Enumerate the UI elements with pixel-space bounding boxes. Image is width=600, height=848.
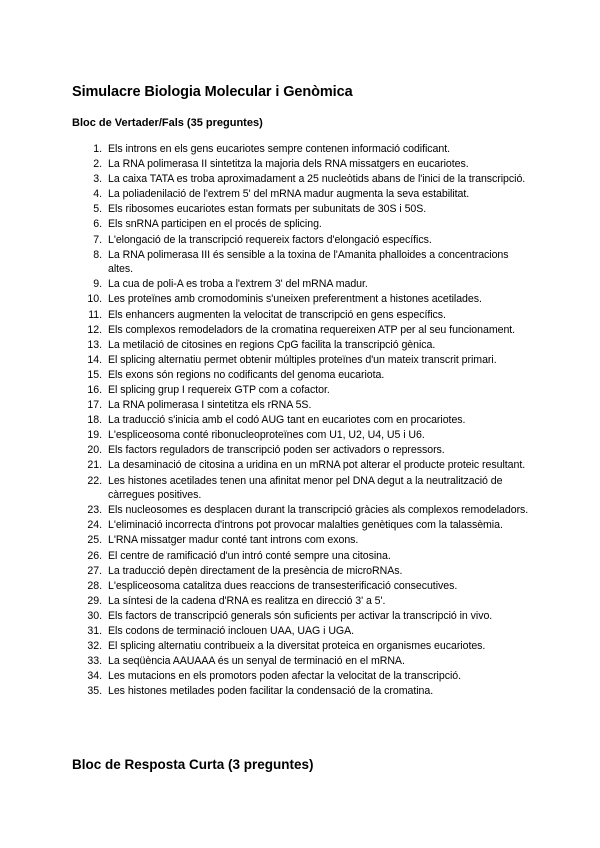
question-number: 21. (87, 459, 102, 472)
question-number: 8. (93, 248, 102, 261)
list-item (72, 564, 532, 579)
list-item (72, 579, 532, 594)
list-item (72, 639, 532, 654)
question-text: La síntesi de la cadena d'RNA es realitza en direcció 3' a 5'. (108, 594, 386, 607)
question-text: La RNA polimerasa III és sensible a la toxina de l'Amanita phalloides a concentracions altes. (108, 248, 509, 276)
list-item (72, 654, 532, 669)
page-title: Simulacre Biologia Molecular i Genòmica (72, 84, 353, 100)
question-text: Els ribosomes eucariotes estan formats per subunitats de 30S i 50S. (108, 203, 427, 216)
list-item (72, 308, 532, 323)
question-text: L'elongació de la transcripció requereix factors d'elongació específics. (108, 233, 432, 246)
question-number: 16. (87, 384, 102, 396)
question-number: 17. (87, 399, 102, 412)
question-text: La seqüència AAUAAA és un senyal de terminació en el mRNA. (108, 655, 405, 668)
question-text: La caixa TATA es troba aproximadament a 25 nucleòtids abans de l'inici de la transcripció. (108, 173, 526, 186)
question-text: La desaminació de citosina a uridina en un mRNA pot alterar el producte proteic resultant. (108, 459, 526, 472)
list-item (72, 669, 532, 684)
question-text: Els factors de transcripció generals són suficients per activar la transcripció in vivo. (108, 609, 493, 622)
question-text: Les mutacions en els promotors poden afectar la velocitat de la transcripció. (108, 670, 461, 683)
question-number: 33. (87, 655, 102, 668)
question-text: La RNA polimerasa I sintetitza els rRNA 5S. (108, 399, 312, 412)
question-number: 35. (87, 685, 102, 698)
question-number: 25. (87, 534, 102, 547)
question-number: 12. (87, 323, 102, 336)
list-item (72, 157, 532, 172)
question-number: 24. (87, 519, 102, 532)
question-text: El centre de ramificació d'un intró conté sempre una citosina. (108, 549, 391, 562)
question-number: 3. (93, 173, 102, 186)
question-number: 13. (87, 338, 102, 351)
question-text: La metilació de citosines en regions CpG facilita la transcripció gènica. (108, 338, 436, 351)
question-text: El splicing grup I requereix GTP com a cofactor. (108, 384, 330, 396)
question-number: 6. (93, 218, 102, 231)
list-item (72, 292, 532, 307)
list-item (72, 248, 532, 277)
list-item (72, 624, 532, 639)
list-item (72, 338, 532, 353)
question-number: 34. (87, 670, 102, 683)
section-heading-short-answer: Bloc de Resposta Curta (3 preguntes) (72, 757, 314, 772)
section-heading-true-false: Bloc de Vertader/Fals (35 preguntes) (72, 117, 263, 129)
list-item (72, 413, 532, 428)
list-item (72, 594, 532, 609)
question-text: Els factors reguladors de transcripció poden ser activadors o repressors. (108, 444, 445, 457)
list-item (72, 443, 532, 458)
question-number: 1. (93, 143, 102, 155)
question-text: La traducció s'inicia amb el codó AUG tant en eucariotes com en procariotes. (108, 414, 466, 427)
list-item (72, 549, 532, 564)
question-text: Els codons de terminació inclouen UAA, UAG i UGA. (108, 625, 355, 637)
list-item (72, 383, 532, 398)
question-number: 23. (87, 504, 102, 517)
question-number: 28. (87, 579, 102, 592)
question-number: 9. (93, 278, 102, 291)
list-item (72, 187, 532, 202)
question-text: Els enhancers augmenten la velocitat de transcripció en gens específics. (108, 308, 446, 321)
question-text: El splicing alternatiu permet obtenir múltiples proteïnes d'un mateix transcrit primari. (108, 353, 497, 366)
list-item (72, 474, 532, 503)
question-text: Els complexos remodeladors de la cromatina requereixen ATP per al seu funcionament. (108, 323, 516, 336)
question-text: El splicing alternatiu contribueix a la diversitat proteica en organismes eucariotes. (108, 640, 486, 653)
question-number: 4. (93, 188, 102, 201)
question-text: La cua de poli-A es troba a l'extrem 3' del mRNA madur. (108, 278, 368, 291)
question-number: 5. (93, 203, 102, 216)
question-text: La poliadenilació de l'extrem 5' del mRNA madur augmenta la seva estabilitat. (108, 188, 470, 201)
list-item (72, 458, 532, 473)
question-number: 30. (87, 609, 102, 622)
question-text: L'RNA missatger madur conté tant introns com exons. (108, 534, 359, 547)
question-number: 7. (93, 233, 102, 246)
list-item (72, 533, 532, 548)
question-number: 15. (87, 368, 102, 381)
list-item (72, 684, 532, 699)
list-item (72, 518, 532, 533)
question-number: 26. (87, 549, 102, 562)
list-item (72, 368, 532, 383)
question-text: L'espliceosoma catalitza dues reaccions de transesterificació consecutives. (108, 579, 458, 592)
question-text: Els introns en els gens eucariotes sempre contenen informació codificant. (108, 143, 451, 155)
question-number: 27. (87, 564, 102, 577)
list-item (72, 233, 532, 248)
list-item (72, 323, 532, 338)
list-item (72, 428, 532, 443)
question-text: L'espliceosoma conté ribonucleoproteïnes com U1, U2, U4, U5 i U6. (108, 429, 425, 442)
list-item (72, 202, 532, 217)
question-number: 18. (87, 414, 102, 427)
list-item (72, 609, 532, 624)
question-number: 2. (93, 158, 102, 171)
question-text: La traducció depèn directament de la presència de microRNAs. (108, 564, 403, 577)
question-number: 31. (87, 625, 102, 637)
question-number: 19. (87, 429, 102, 442)
list-item (72, 217, 532, 232)
question-text: Els nucleosomes es desplacen durant la transcripció gràcies als complexos remodeladors. (108, 504, 529, 517)
list-item (72, 277, 532, 292)
question-number: 22. (87, 474, 102, 487)
list-item (72, 353, 532, 368)
question-text: Les histones acetilades tenen una afinitat menor pel DNA degut a la neutralització de càrregues positives. (108, 474, 503, 502)
list-item (72, 503, 532, 518)
question-text: Les proteïnes amb cromodominis s'uneixen preferentment a histones acetilades. (108, 293, 482, 306)
question-text: Les histones metilades poden facilitar la condensació de la cromatina. (108, 685, 434, 698)
question-number: 11. (88, 308, 102, 321)
question-number: 14. (87, 353, 102, 366)
question-text: L'eliminació incorrecta d'introns pot provocar malalties genètiques com la talassèmia. (108, 519, 503, 532)
list-item (72, 142, 532, 157)
question-text: Els exons són regions no codificants del genoma eucariota. (108, 368, 385, 381)
question-number: 10. (87, 293, 102, 306)
list-item (72, 172, 532, 187)
question-list (72, 142, 532, 699)
question-number: 29. (87, 594, 102, 607)
question-text: La RNA polimerasa II sintetitza la majoria dels RNA missatgers en eucariotes. (108, 158, 469, 171)
question-number: 32. (87, 640, 102, 653)
question-number: 20. (87, 444, 102, 457)
list-item (72, 398, 532, 413)
question-text: Els snRNA participen en el procés de splicing. (108, 218, 322, 231)
